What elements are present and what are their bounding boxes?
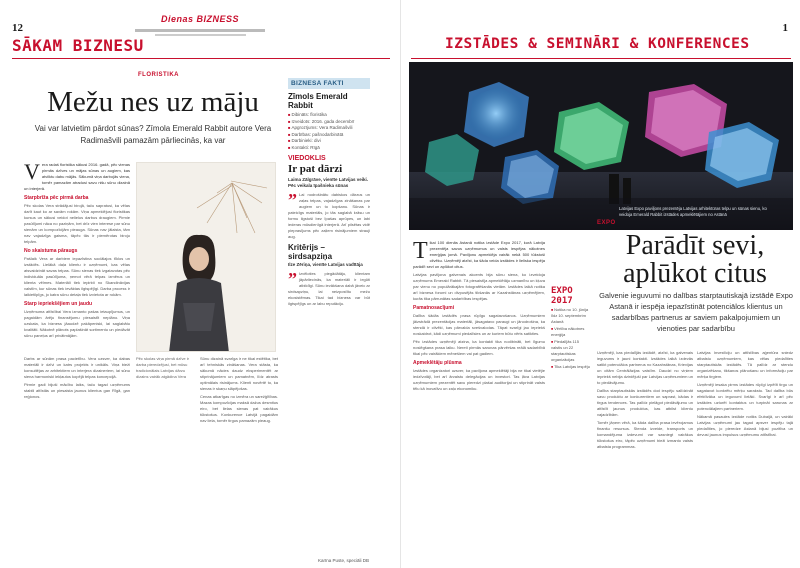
paragraph: Tomēr jāņem vērā, ka šāda dalība prasa ievērojamus finanšu resursus. Stenda izveide, transports un komandējuma izdevumi var sasniegt vairākus tūkstošus eiro, tāpēc uzņēmumi bieži izmanto valsts atbalsta programmas. — [597, 420, 693, 449]
expo-box-title: EXPO 2017 — [551, 286, 573, 306]
expo-photo-caption: Latvijas Expo paviljons prezentēja Latvijas arhitektūras telpu un sūnas sienu, ko veidoja Emerald Rabbit izstādes apmeklētājiem no Astānā — [619, 206, 767, 217]
paragraph: Latvijas paviljona galvenais akcents bija sūnu siena, ko izveidoja uzņēmums Emerald Rabbit. Tā piesaistīja apmeklētāju uzmanību un kļuva par vienu no populārākajām fotografēšanās vietām. Izstādes laikā notika arī biznesa forumi un divpusējās tikšanās ar Kazahstānas uzņēmējiem, kurās tika pārrunātas sadarbības iespējas. — [413, 272, 545, 301]
expo-box-item: ■ Vērtība nākotnes enerģija — [551, 326, 591, 338]
paragraph: Pēc izstādes uzņēmēji atzina, ka kontakti tika nodibināti, bet līgumu noslēgšana prasa laiku. Nereti pirmās sarunas pārvēršas reālā sadarbībā tikai pēc vairākiem mēnešiem vai pat gadiem. — [413, 339, 545, 356]
expo-pavilion-illustration — [409, 62, 793, 230]
paragraph: Dalība šādās izstādēs prasa rūpīgu sagatavošanos. Uzņēmumiem jāizstrādā prezentācijas materiāli, jāsagatavo paraugi un jānodrošina, ka stendā ir cilvēki, kas pārvalda svešvalodas. Tāpat svarīgi jau iepriekš noskaidrot, kādi uzņēmumi piedalīsies un ar kuriem būtu vērts satikties. — [413, 313, 545, 336]
opinion-paragraph: ” Lai nodrošinātu dabiskos dārzus un zaļas telpas, vajadzīgas zināšanas par augiem un to kopšanu. Sūnas ir pateicīgs materiāls, jo tās saglabā krāsu un formu ilgstoši bez īpašas aprūpes, un labi iederas mūsdienīgā interjerā. Arī pilsētas vidē pieprasījums pēc zaļiem risinājumiem strauji aug. — [288, 190, 370, 239]
opinion-author: Laima Zālgrāve, vienīte Latvijas veiki. Pēc veikala īpašnieka sūnas — [288, 177, 369, 188]
paragraph: Pēc skolas Vera strādājusi birojā, taču sapratusi, ka vēlas darīt kaut ko ar savām rokām. Viņa apmeklējusi floristikas kursus un sākusi veidot nelielus darbus draugiem. Pirmie pasūtījumi nāca no paziņām, bet drīz vien interese par sūnu sienām un kompozīcijām pieauga. Sūnas nav jālaista, tām nav vajadzīga gaisma, tāpēc tās ir piemērotas biroju telpām. — [24, 203, 130, 244]
subhead-2: No skaistuma pāraugs — [24, 248, 78, 254]
page-number-left: 12 — [12, 22, 23, 34]
expo-box-item: ■ Tika Latvijas iespēju — [551, 364, 591, 370]
opinion-title-2: Kritērijs – sirdsapziņa — [288, 243, 333, 261]
paragraph: Pašlaik Vera ar darbiem iepazīstina sociālajos tīklos un izstādēs. Lielākā daļa klientu ir uzņēmumi, kas vēlas atsvaidzināt savas telpas. Sūnu sienas tiek izgatavotas pēc individuāla pasūtījuma, ņemot vērā telpas izmērus un klienta vēlmes. Materiāli tiek iepirkti no Skandināvijas valstīm, kur sūnas tiek ievāktas ilgtspējīgi. Darba process ir laikietilpīgs, jo katra sūnu detaļa tiek izvietota ar rokām. — [24, 256, 130, 297]
factbox-item: ■ Apgrozījums: Vera Radimašvili — [288, 125, 370, 132]
opinion-header: VIEDOKLIS — [288, 155, 326, 162]
drop-cap-right: T — [413, 238, 428, 264]
expo-box-item: ■ Notika no 10. jūnija līdz 10. septembrim Astanā — [551, 307, 591, 325]
portrait-illustration — [137, 163, 276, 352]
masthead — [135, 14, 265, 36]
page-number-right: 1 — [782, 22, 788, 34]
subhead-right: Apmeklētāju plūsma — [413, 360, 462, 366]
masthead-rule-2 — [155, 34, 246, 36]
subhead-3: Starp iepriekšējiem un jaudu — [24, 301, 93, 307]
factbox-item: ■ Darbinieki: divi — [288, 138, 370, 145]
factbox-title: Zīmols Emerald Rabbit — [288, 92, 348, 110]
paragraph: Cenas atkarīgas no izmēra un sarežģītības. Mazas kompozīcijas maksā dažus desmitus eiro, bet lielas sienas pat vairākus tūkstošus. Konkurence Latvijā pagaidām nav liela, tomēr tirgus pamazām pieaug. — [200, 394, 278, 423]
subhead-right: Pamatnosacījumi — [413, 305, 455, 311]
paragraph: Uzņēmuma attīstībai Vera izmanto pašas ietaupījumus, un pagaidām ārēju finansējumu piesaistīt neplāno. Viņa uzskata, ka bizness jāaudzē pakāpeniski, lai saglabātu kvalitāti. Nākotnē plānots paplašināt sortimentu un piedāvāt sūnu paneļus arī privātmājām. — [24, 309, 130, 338]
rubric-left: FLORISTIKA — [138, 72, 179, 78]
drop-cap: V — [24, 159, 40, 184]
opinion-paragraph: ” Izvēloties piegādātāju, klientam jāpārliecinās, ka materiāli ir iegūti atbildīgi. Sūnu ievākšana dabā jāveic ar sirdsapziņu, lai neizpostītu mežu ekosistēmas. Tikai tad bizness var būt ilgtspējīgs un ar labu reputāciju. — [288, 269, 370, 306]
factbox-item: ■ Dibināts: floristika — [288, 112, 370, 119]
photo-credit: Karīna Puste, speciāli DB — [318, 558, 370, 563]
right-article-column-2 — [597, 350, 693, 452]
paragraph: Latvijas Investīciju un attīstības aģentūra sniedz atbalstu uzņēmumiem, kas vēlas piedalīties starptautiskās izstādēs. Tā palīdz ar stendu organizēšanu, tikšanos plānošanu un informāciju par mērķa tirgiem. — [697, 350, 793, 379]
quote-mark-icon: ” — [288, 190, 297, 210]
article-column-1b — [24, 356, 130, 402]
lead-paragraph: Tikai 100 dienās Astanā notika izstāde Expo 2017, kurā Latvija prezentēja savus uzņēmumus un valsts iespējas nākotnes enerģijas jomā. Paviljonu apmeklēja vairāk nekā 500 tūkstoši cilvēku. Uzņēmēji atzīst, ka šāda veida izstādes ir lieliska iespēja parādīt sevi un aplūkot citus. — [413, 238, 545, 269]
right-article-column-3 — [697, 350, 793, 440]
lead-paragraph: Vera radaš floristika sākusi 2016. gadā, pēc vienas pirmās dzīves un mājas sūnas un augiem, kas atvilktu dabu mājās. Sākumā viņa darbojās viena, tomēr pamazām atradusi savu nišu sūnu dizainā un interjerā. — [24, 159, 130, 191]
expo-facts-box — [551, 286, 591, 370]
opinion-box — [288, 155, 370, 309]
paragraph: Nākamā pasaules izstāde notiks Dubaijā, un vairāki Latvijas uzņēmumi jau tagad apsver iespēju tajā piedalīties, jo pieredze Astanā bijusi pozitīva un devusi jaunus impulsus uzņēmumu attīstībai. — [697, 414, 793, 437]
masthead-rule — [135, 29, 265, 32]
subhead-1: Starpbrīža pēc pirmā darba — [24, 195, 89, 201]
expo-photo — [409, 62, 793, 230]
section-rule-left — [12, 58, 390, 59]
rubric-right: EXPO — [597, 220, 616, 226]
expo-box-item: ■ Piedalījās 115 valstis un 22 starptautiskas organizācijas — [551, 339, 591, 363]
right-page — [400, 0, 800, 568]
paragraph: Izstādes organizatori uzsver, ka paviljona apmeklētāji bija ne tikai vietējie iedzīvotāji, bet arī ārvalstu delegācijas un investori. Tas ļāva Latvijas uzņēmumiem prezentēt savu pieredzi plašai auditorijai un stiprināt valsts tēlu kā inovatīvu un zaļu ekonomiku. — [413, 368, 545, 391]
paragraph: Sūnu dizainā svarīga ir ne tikai estētika, bet arī tehniskās zināšanas. Vera stāsta, ka sākumā nācies daudz eksperimentēt ar stiprinājumiem un pamatnēm, līdz atrasts optimālais risinājums. Klienti novērtē to, ka sienas ir skaņu slāpējošas. — [200, 356, 278, 391]
headline-left: Mežu nes uz māju — [47, 86, 259, 118]
article-column-2 — [200, 356, 278, 426]
section-title-right: IZSTĀDES & SEMINĀRI & KONFERENCES — [445, 36, 750, 52]
section-rule-right — [411, 58, 791, 59]
section-title-left: SĀKAM BIZNESU — [12, 36, 144, 55]
photo-caption-left: Pēc skolas viņa pirmā dzīve ir darba pieredzējusi, bet mūsu tradicionālais Latvijas dārzu dizains vairāk atgādina Vera — [136, 356, 189, 379]
factbox-item: ■ Darbības: pašnodarbinātā — [288, 132, 370, 139]
paragraph: Pirmie gadi bijuši mācību laiks, taču tagad uzņēmums stabili attīstās un piesaista jaunus klientus gan Rīgā, gan reģionos. — [24, 382, 130, 399]
paragraph: Dalība starptautiskās izstādēs dod iespēju salīdzināt savu produktu ar konkurentiem un saprast, kādas ir tirgus tendences. Tas palīdz pielāgot piedāvājumu un attīstīt jaunus produktus, kas atbilst klientu vajadzībām. — [597, 388, 693, 417]
right-article-column-1 — [413, 240, 545, 394]
quote-mark-icon: ” — [288, 269, 297, 289]
deck-right: Galvenie ieguvumi no dalības starptautiskajā izstādē Expo Astanā ir iespēja iepazīstināt potenciālos klientus un sadarbības partnerus ar saviem pakalpojumiem un vienoties par sadarbību — [599, 291, 793, 333]
article-photo-left — [136, 162, 276, 352]
article-column-1 — [24, 159, 130, 341]
factbox-header: BIZNESA FAKTI — [288, 78, 370, 89]
opinion-title: Ir pat dārzi — [288, 163, 343, 175]
business-facts-box — [288, 78, 370, 151]
factbox-item: ■ Izveidots: 2016. gada decembrī — [288, 119, 370, 126]
paragraph: Uzņēmēji, kas piedalījās izstādē, atzīst, ka galvenais ieguvums ir jauni kontakti. Izstādes laikā izdevās satikt potenciālos partnerus no Kazahstānas, Krievijas un citām Centrālāzijas valstīm. Daudzi no viņiem iepriekš nebija dzirdējuši par Latvijas uzņēmumiem un to piedāvājumu. — [597, 350, 693, 385]
masthead-logo: Dienas BIZNESS — [160, 14, 240, 24]
headline-right: Parādīt sevi, aplūkot citus — [623, 230, 767, 289]
deck-left: Vai var latvietim pārdot sūnas? Zīmola Emerald Rabbit autore Vera Radimašvili pamazām pārliecinās, ka var — [34, 124, 272, 145]
factbox-item: ■ Kontakti: Rīgā — [288, 145, 370, 152]
paragraph: Uzņēmēji iesaka pirms izstādes rūpīgi izpētīt tirgu un sagatavot konkrētu mērķu sarakstu. Tad dalība būs efektīvāka un ieguvumi lielāki. Svarīgi ir arī pēc izstādes uzturēt kontaktus un turpināt sarunas ar potenciālajiem partneriem. — [697, 382, 793, 411]
paragraph: Darbs ar sūnām prasa pacietību. Vera uzsver, ka dabas materiāli ir dzīvi un katrs projekts ir unikāls. Viņa bieži konsultējas ar arhitektiem un interjera dizaineriem, lai sūnu siena harmoniski iekļautos kopējā telpas koncepcijā. — [24, 356, 130, 379]
opinion-author-2: Ilze Zēriņa, vienīte Latvijas vadītāja — [288, 262, 363, 267]
